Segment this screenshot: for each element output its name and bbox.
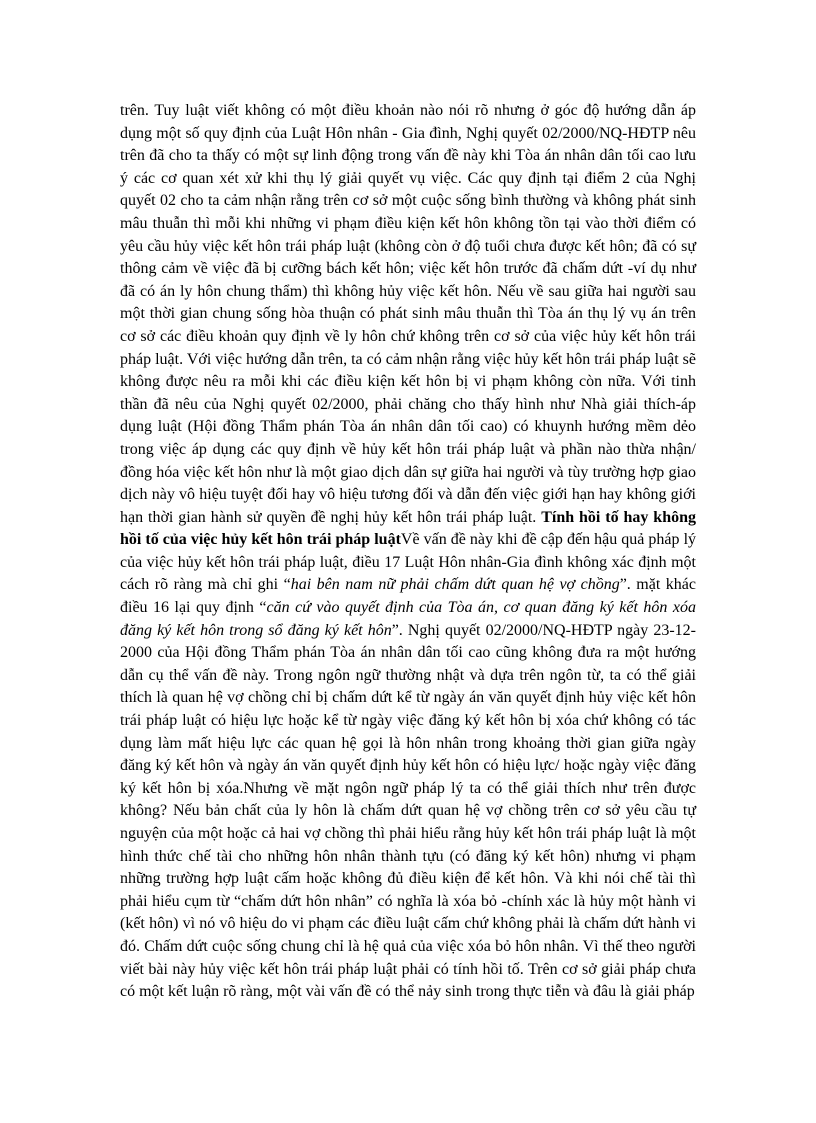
document-page — [120, 100, 696, 1004]
section-heading: Tính hồi tố hay không hồi tố của việc hủy kết hôn trái pháp luật — [120, 508, 696, 549]
paragraph-text-part1: trên. Tuy luật viết không có một điều khoản nào nói rõ nhưng ở góc độ hướng dẫn áp dụng một số quy định của Luật Hôn nhân - Gia đình, Nghị quyết 02/2000/NQ-HĐTP nêu trên đã cho ta thấy có một sự linh động trong vấn đề này khi Tòa án nhân dân tối cao lưu ý các cơ quan xét xử khi thụ lý giải quyết vụ việc. Các quy định tại điểm 2 của Nghị quyết 02 cho ta cảm nhận rằng trên cơ sở một cuộc sống bình thường và không phát sinh mâu thuẫn thì mỗi khi những vi phạm điều kiện kết hôn không tồn tại vào thời điểm có yêu cầu hủy việc kết hôn trái pháp luật (không còn ở độ tuổi chưa được kết hôn; đã có sự thông cảm về việc đã bị cưỡng bách kết hôn; việc kết hôn trước đã chấm dứt -ví dụ như đã có án ly hôn chung thẩm) thì không hủy việc kết hôn. Nếu về sau giữa hai người sau một thời gian chung sống hòa thuận có phát sinh mâu thuẫn thì Tòa án thụ lý vụ án trên cơ sở các điều khoản quy định về ly hôn chứ không trên cơ sở của việc hủy kết hôn trái pháp luật. Với việc hướng dẫn trên, ta có cảm nhận rằng việc hủy kết hôn trái pháp luật sẽ không được nêu ra mỗi khi các điều kiện kết hôn bị vi phạm không còn nữa. Với tinh thần đã nêu của Nghị quyết 02/2000, phải chăng cho thấy hình như Nhà giải thích-áp dụng luật (Hội đồng Thẩm phán Tòa án nhân dân tối cao) có khuynh hướng mềm dẻo trong việc áp dụng các quy định về hủy kết hôn trái pháp luật và phần nào thừa nhận/đồng hóa việc kết hôn như là một giao dịch dân sự giữa hai người và tùy trường hợp giao dịch này vô hiệu tuyệt đối hay vô hiệu tương đối và dẫn đến việc giới hạn hay không giới hạn thời gian hành sử quyền đề nghị hủy kết hôn trái pháp luật. — [120, 102, 696, 526]
quote-article-17: hai bên nam nữ phải chấm dứt quan hệ vợ chồng — [290, 576, 620, 594]
quote-article-16: căn cứ vào quyết định của Tòa án, cơ quan đăng ký kết hôn xóa đăng ký kết hôn trong sổ đăng ký kết hôn — [120, 599, 697, 639]
paragraph-text-part4: ”. Nghị quyết 02/2000/NQ-HĐTP ngày 23-12-2000 của Hội đồng Thẩm phán Tòa án nhân dân tối cao cũng không đưa ra một hướng dẫn cụ thể vấn đề này. Trong ngôn ngữ thường nhật và dựa trên ngôn từ, ta có thể giải thích là quan hệ vợ chồng chỉ bị chấm dứt kể từ ngày án văn quyết định hủy việc kết hôn trái pháp luật có hiệu lực hoặc kể từ ngày việc đăng ký kết hôn bị xóa chứ không có tác dụng làm mất hiệu lực các quan hệ gọi là hôn nhân trong khoảng thời gian giữa ngày đăng ký kết hôn và ngày án văn quyết định hủy kết hôn có hiệu lực/ hoặc ngày việc đăng ký kết hôn bị xóa.Nhưng về mặt ngôn ngữ pháp lý ta có thể giải thích như trên được không? Nếu bản chất của ly hôn là chấm dứt quan hệ vợ chồng trên cơ sở yêu cầu tự nguyện của một hoặc cả hai vợ chồng thì phải hiểu rằng hủy kết hôn trái pháp luật là một hình thức chế tài cho những hôn nhân thành tựu (có đăng ký kết hôn) nhưng vi phạm những trường hợp luật cấm hoặc không đủ điều kiện để kết hôn. Và khi nói chế tài thì phải hiểu cụm từ “chấm dứt hôn nhân” có nghĩa là xóa bỏ -chính xác là hủy một hành vi (kết hôn) vì nó vô hiệu do vi phạm các điều luật cấm chứ không phải là chấm dứt hành vi đó. Chấm dứt cuộc sống chung chỉ là hệ quả của việc xóa bỏ hôn nhân. Vì thế theo người viết bài này hủy việc kết hôn trái pháp luật phải có tính hồi tố. Trên cơ sở giải pháp chưa có một kết luận rõ ràng, một vài vấn đề có thể nảy sinh trong thực tiễn và đâu là giải pháp — [120, 621, 697, 1001]
body-paragraph — [120, 100, 696, 1004]
paragraph-text-part3: ”. mặt khác điều 16 lại quy định “ — [120, 576, 697, 617]
paragraph-text-part2: Về vấn đề này khi đề cập đến hậu quả pháp lý của việc hủy kết hôn trái pháp luật, điều 17 Luật Hôn nhân-Gia đình không xác định một cách rõ ràng mà chỉ ghi “ — [120, 531, 697, 594]
